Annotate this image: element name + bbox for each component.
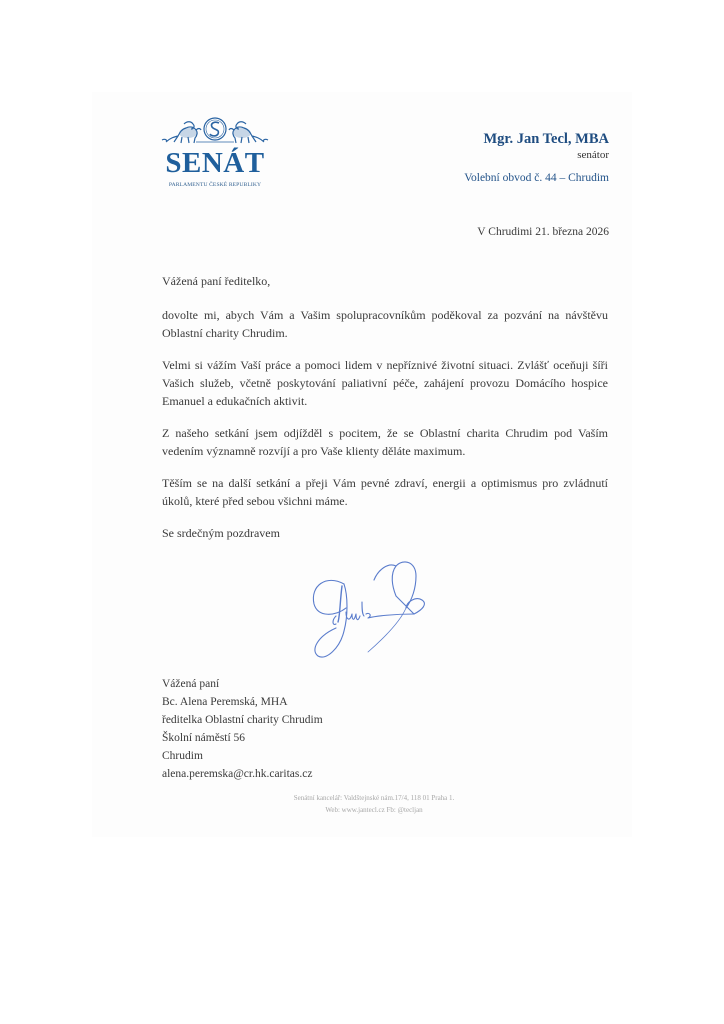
recipient-city: Chrudim xyxy=(162,750,203,762)
paragraph: Z našeho setkání jsem odjížděl s pocitem, že se Oblastní charita Chrudim pod Vaším vedením významně rozvíjí a pro Vaše klienty děláte maximum. xyxy=(162,426,608,458)
senate-wordmark: SENÁT xyxy=(165,147,265,179)
paragraph: dovolte mi, abych Vám a Vašim spolupracovníkům poděkoval za pozvání na návštěvu Oblastní charity Chrudim. xyxy=(162,308,608,340)
sender-name: Mgr. Jan Tecl, MBA xyxy=(483,131,609,147)
closing: Se srdečným pozdravem xyxy=(162,526,280,540)
recipient-greeting: Vážená paní xyxy=(162,678,220,690)
paragraph: Velmi si vážím Vaší práce a pomoci lidem v nepříznivé životní situaci. Zvlášť oceňuji šíři Vašich služeb, včetně poskytování paliativní péče, zahájení provozu Domácího hospice Emanuel a edukačních aktivit. xyxy=(162,358,608,408)
recipient-address xyxy=(162,675,323,783)
recipient-email: alena.peremska@cr.hk.caritas.cz xyxy=(162,768,313,780)
footer-web xyxy=(0,805,724,816)
footer-web-text: Web: www.jantecl.cz Fb: @tecljan xyxy=(325,806,423,814)
recipient-name: Bc. Alena Peremská, MHA xyxy=(162,696,288,708)
senate-subtitle: PARLAMENTU ČESKÉ REPUBLIKY xyxy=(168,182,262,188)
recipient-title: ředitelka Oblastní charity Chrudim xyxy=(162,714,323,726)
handwritten-signature xyxy=(296,556,446,674)
date-line: V Chrudimi 21. března 2026 xyxy=(477,226,609,238)
senate-emblem-icon xyxy=(160,112,270,150)
recipient-street: Školní náměstí 56 xyxy=(162,732,246,744)
footer-office xyxy=(0,793,724,804)
salutation: Vážená paní ředitelko, xyxy=(162,274,271,288)
senate-logo xyxy=(160,112,270,192)
footer-office-text: Senátní kancelář: Valdštejnské nám.17/4, 118 01 Praha 1. xyxy=(293,794,455,802)
sender-role: senátor xyxy=(577,149,609,161)
paragraph: Těším se na další setkání a přeji Vám pevné zdraví, energii a optimismus pro zvládnutí úkolů, které před sebou všichni máme. xyxy=(162,476,608,508)
electoral-district: Volební obvod č. 44 – Chrudim xyxy=(464,172,609,184)
